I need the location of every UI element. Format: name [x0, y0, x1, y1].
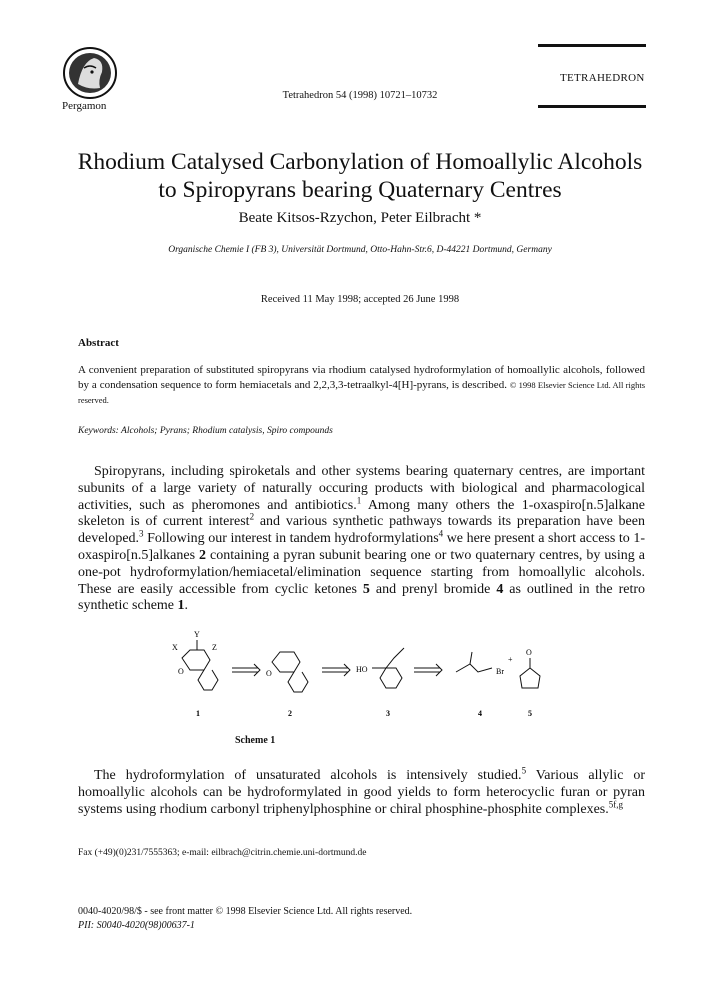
text-run: Spiropyrans, including spiroketals and other systems bearing quaternary centres, are important subunits of a large variety of naturally occuring products with biological and pharmacological activities, such as pheromones and antibiotics. [78, 464, 645, 513]
abstract-body: A convenient preparation of substituted spiropyrans via rhodium catalysed hydroformylation of homoallylic alcohols, followed by a condensation sequence to form hemiacetals and 2,2,3,3-tetraalkyl-4[H]-pyrans, is described. [78, 364, 645, 391]
compound-ref: 2 [199, 547, 207, 563]
body-paragraph-2 [78, 765, 646, 818]
compound-number: 4 [478, 709, 482, 718]
atom-label: O [526, 648, 532, 657]
publisher-name: Pergamon [62, 100, 107, 112]
text-run: as outlined in the retro synthetic scheme [78, 581, 646, 614]
atom-label: Y [194, 630, 200, 639]
atom-label: Br [496, 667, 504, 676]
keywords-list: Alcohols; Pyrans; Rhodium catalysis, Spiro compounds [121, 426, 333, 436]
retrosynthetic-scheme [160, 628, 570, 718]
citation: 5f,g [608, 798, 623, 809]
text-run: Following our interest in tandem hydroformylations [143, 531, 439, 547]
abstract-copyright: © 1998 Elsevier Science Ltd. All rights reserved. [78, 380, 646, 405]
compound-number: 2 [288, 709, 292, 718]
atom-label: HO [356, 665, 368, 674]
text-run: containing a pyran subunit bearing one or two quaternary centres, by using a one-pot hydroformylation/hemiacetal/elimination sequence starting from homoallylic alcohols. These are easily accessible from cyclic ketones [78, 547, 645, 597]
received-dates: Received 11 May 1998; accepted 26 June 1998 [260, 294, 460, 305]
text-run: and various synthetic pathways towards its preparation have been developed. [78, 514, 645, 547]
article-title [40, 148, 680, 204]
body-paragraph-1 [78, 464, 645, 615]
text-run: The hydroformylation of unsaturated alcohols is intensively studied. [94, 768, 522, 783]
abstract-heading: Abstract [78, 337, 119, 349]
text-run: Various allylic or homoallylic alcohols can be hydroformylated in good yields to form heterocyclic furan or pyran systems using rhodium carbonyl triphenylphosphine or chiral phosphine-phosphite complexes. [78, 768, 646, 817]
compound-number: 1 [196, 709, 200, 718]
citation: 3 [139, 528, 144, 539]
compound-ref: 5 [362, 581, 370, 597]
citation: 2 [249, 511, 255, 522]
journal-reference: Tetrahedron 54 (1998) 10721–10732 [282, 90, 438, 101]
atom-label: X [172, 643, 178, 652]
keywords-label: Keywords: [78, 426, 119, 436]
atom-label: O [266, 669, 272, 678]
issn-line: 0040-4020/98/$ - see front matter © 1998 Elsevier Science Ltd. All rights reserved. [78, 906, 413, 917]
pii-line: PII: S0040-4020(98)00637-1 [78, 920, 195, 931]
compound-number: 5 [528, 709, 532, 718]
citation: 1 [356, 494, 362, 505]
journal-name: TETRAHEDRON [560, 72, 645, 84]
citation: 4 [438, 528, 444, 539]
compound-ref: 4 [496, 581, 504, 597]
correspondence-contact: Fax (+49)(0)231/7555363; e-mail: eilbrach@citrin.chemie.uni-dortmund.de [78, 848, 367, 858]
header-rule-bottom [538, 105, 646, 108]
scheme-label: Scheme 1 [235, 735, 276, 746]
authors: Beate Kitsos-Rzychon, Peter Eilbracht * [238, 210, 482, 226]
text-run: . [184, 598, 189, 614]
text-run: and prenyl bromide [369, 581, 497, 597]
atom-label: Z [212, 643, 217, 652]
compound-number: 3 [386, 709, 390, 718]
title-line-1: Rhodium Catalysed Carbonylation of Homoallylic Alcohols [77, 149, 643, 175]
abstract-text [78, 363, 645, 408]
title-line-2: to Spiropyrans bearing Quaternary Centres [158, 177, 562, 203]
keywords [78, 426, 333, 436]
affiliation: Organische Chemie I (FB 3), Universität Dortmund, Otto-Hahn-Str.6, D-44221 Dortmund, Germany [168, 245, 552, 255]
text-run: we here present a short access to 1-oxaspiro[n.5]alkanes [78, 531, 645, 563]
citation: 5 [521, 765, 527, 776]
text-run: Among many others the 1-oxaspiro[n.5]alkane skeleton is of current interest [78, 497, 645, 530]
header-rule-top [538, 44, 646, 47]
atom-label: O [178, 667, 184, 676]
plus-sign: + [508, 655, 513, 664]
compound-ref: 1 [177, 598, 185, 614]
